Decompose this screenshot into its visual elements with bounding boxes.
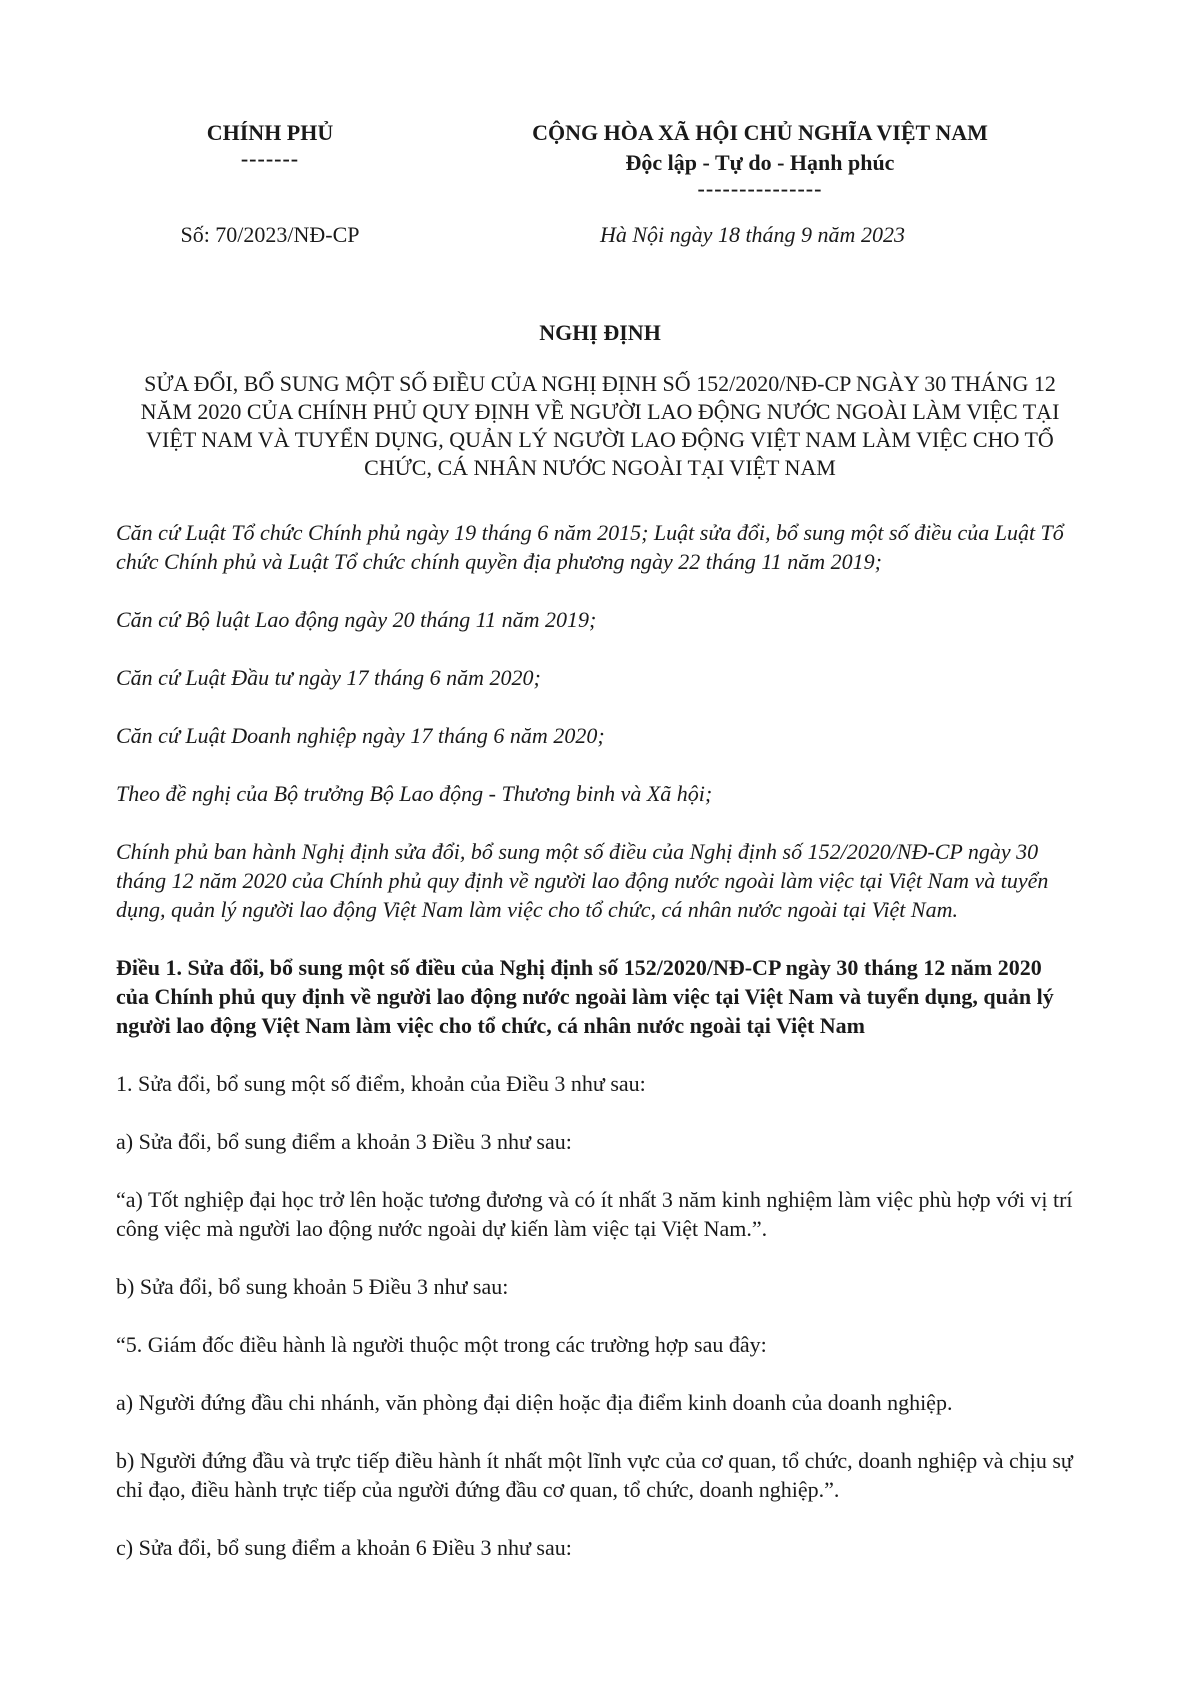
preamble-paragraph: Theo đề nghị của Bộ trưởng Bộ Lao động - Thương binh và Xã hội; (116, 781, 713, 806)
body-paragraph: 1. Sửa đổi, bổ sung một số điểm, khoản của Điều 3 như sau: (116, 1071, 646, 1096)
document-number: Số: 70/2023/NĐ-CP (180, 222, 360, 247)
body-paragraph: a) Người đứng đầu chi nhánh, văn phòng đại diện hoặc địa điểm kinh doanh của doanh nghiệp. (116, 1390, 953, 1415)
body-paragraph: c) Sửa đổi, bổ sung điểm a khoản 6 Điều 3 như sau: (116, 1535, 572, 1560)
preamble-paragraph: Chính phủ ban hành Nghị định sửa đổi, bổ sung một số điều của Nghị định số 152/2020/NĐ-CP ngày 30 tháng 12 năm 2020 của Chính phủ quy định về người lao động nước ngoài làm việc tại Việt Nam và tuyển dụng, quản lý người lao động Việt Nam làm việc cho tổ chức, cá nhân nước ngoài tại Việt Nam. (116, 839, 1049, 922)
body-paragraph: b) Người đứng đầu và trực tiếp điều hành ít nhất một lĩnh vực của cơ quan, tổ chức, doanh nghiệp và chịu sự chỉ đạo, điều hành trực tiếp của người đứng đầu cơ quan, tổ chức, doanh nghiệp.”. (116, 1448, 1073, 1502)
document-body (116, 518, 1076, 1591)
article-heading: Điều 1. Sửa đổi, bổ sung một số điều của Nghị định số 152/2020/NĐ-CP ngày 30 tháng 12 năm 2020 của Chính phủ quy định về người lao động nước ngoài làm việc tại Việt Nam và tuyển dụng, quản lý người lao động Việt Nam làm việc cho tổ chức, cá nhân nước ngoài tại Việt Nam (116, 955, 1054, 1038)
document-date: Hà Nội ngày 18 tháng 9 năm 2023 (600, 222, 905, 247)
preamble-paragraph: Căn cứ Luật Tổ chức Chính phủ ngày 19 tháng 6 năm 2015; Luật sửa đổi, bổ sung một số điều của Luật Tổ chức Chính phủ và Luật Tổ chức chính quyền địa phương ngày 22 tháng 11 năm 2019; (116, 520, 1064, 574)
document-subtitle: SỬA ĐỔI, BỔ SUNG MỘT SỐ ĐIỀU CỦA NGHỊ ĐỊNH SỐ 152/2020/NĐ-CP NGÀY 30 THÁNG 12 NĂM 2020 CỦA CHÍNH PHỦ QUY ĐỊNH VỀ NGƯỜI LAO ĐỘNG NƯỚC NGOÀI LÀM VIỆC TẠI VIỆT NAM VÀ TUYỂN DỤNG, QUẢN LÝ NGƯỜI LAO ĐỘNG VIỆT NAM LÀM VIỆC CHO TỔ CHỨC, CÁ NHÂN NƯỚC NGOÀI TẠI VIỆT NAM (140, 371, 1060, 480)
issuer-name: CHÍNH PHỦ (206, 120, 334, 145)
national-title-block (410, 118, 1110, 200)
preamble-paragraph: Căn cứ Luật Đầu tư ngày 17 tháng 6 năm 2020; (116, 665, 541, 690)
preamble-paragraph: Căn cứ Luật Doanh nghiệp ngày 17 tháng 6 năm 2020; (116, 723, 605, 748)
body-paragraph: b) Sửa đổi, bổ sung khoản 5 Điều 3 như sau: (116, 1274, 509, 1299)
issuer-block (140, 118, 400, 170)
body-paragraph: “a) Tốt nghiệp đại học trở lên hoặc tương đương và có ít nhất 3 năm kinh nghiệm làm việc phù hợp với vị trí công việc mà người lao động nước ngoài dự kiến làm việc tại Việt Nam.”. (116, 1187, 1073, 1241)
national-motto: Độc lập - Tự do - Hạnh phúc (625, 150, 895, 175)
body-paragraph: a) Sửa đổi, bổ sung điểm a khoản 3 Điều 3 như sau: (116, 1129, 572, 1154)
issuer-rule: ------- (240, 146, 300, 171)
preamble-paragraph: Căn cứ Bộ luật Lao động ngày 20 tháng 11 năm 2019; (116, 607, 597, 632)
body-paragraph: “5. Giám đốc điều hành là người thuộc một trong các trường hợp sau đây: (116, 1332, 767, 1357)
document-title: NGHỊ ĐỊNH (539, 320, 661, 345)
country-name: CỘNG HÒA XÃ HỘI CHỦ NGHĨA VIỆT NAM (532, 120, 988, 145)
motto-rule: --------------- (697, 176, 823, 201)
